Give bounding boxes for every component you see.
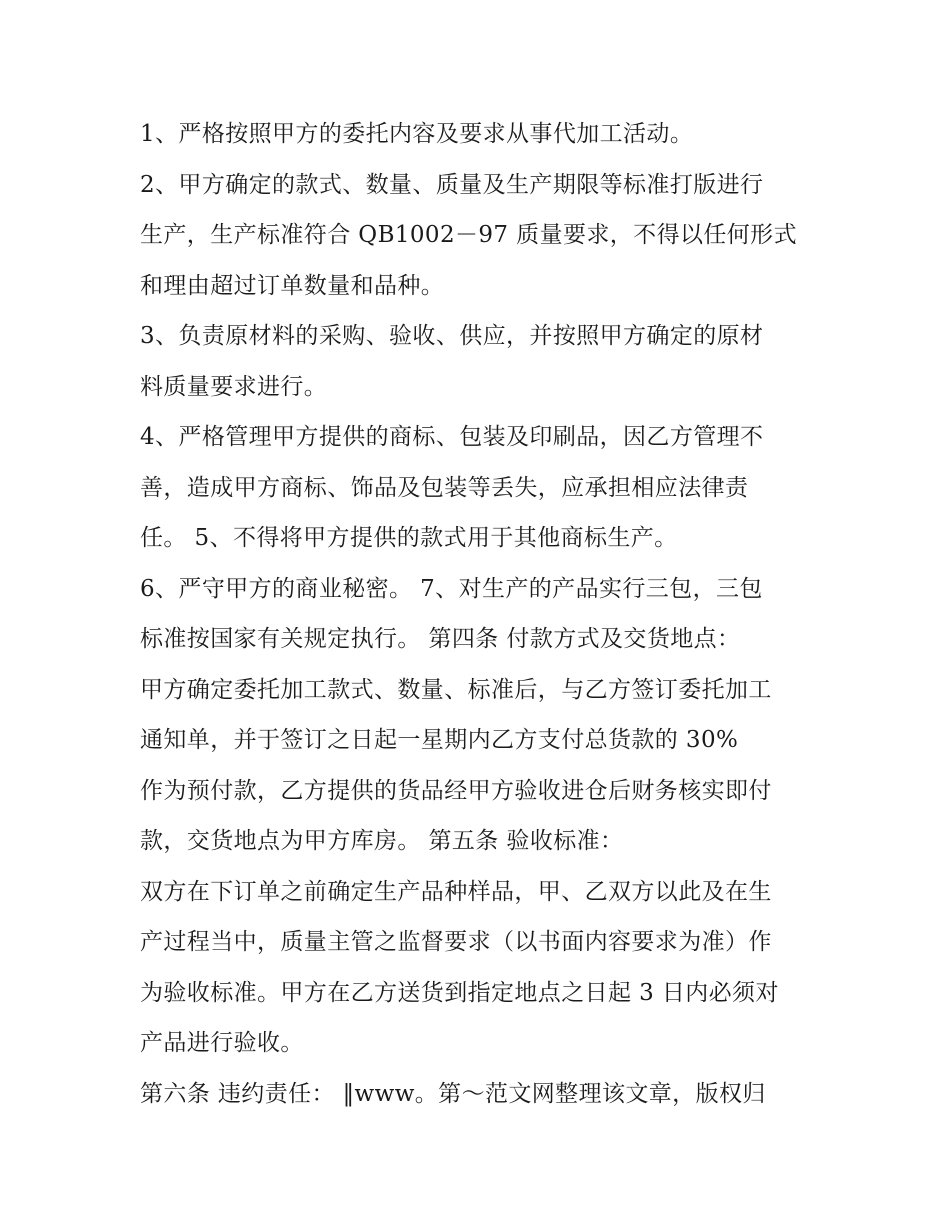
text-line-20: 第六条 违约责任： ‖www。第～范文网整理该文章，版权归: [140, 1080, 766, 1107]
text-line-13: 通知单，并于签订之日起一星期内乙方支付总货款的 30%: [140, 727, 739, 753]
document-body: [140, 109, 830, 1119]
text-line-18: 为验收标准。甲方在乙方送货到指定地点之日起 3 日内必须对: [140, 979, 779, 1006]
text-line-15: 款，交货地点为甲方库房。 第五条 验收标准：: [140, 828, 624, 854]
text-line-16: 双方在下订单之前确定生产品种样品，甲、乙双方以此及在生: [140, 878, 772, 905]
text-line-12: 甲方确定委托加工款式、数量、标准后，与乙方签订委托加工: [140, 676, 772, 703]
text-line-1: 1、严格按照甲方的委托内容及要求从事代加工活动。: [140, 121, 694, 147]
text-line-5: 3、负责原材料的采购、验收、供应，并按照甲方确定的原材: [140, 323, 764, 349]
text-line-17: 产过程当中，质量主管之监督要求（以书面内容要求为准）作: [140, 929, 772, 955]
text-line-3: 生产，生产标准符合 QB1002－97 质量要求，不得以任何形式: [140, 222, 797, 248]
text-line-19: 产品进行验收。: [140, 1030, 304, 1056]
text-line-9: 任。 5、不得将甲方提供的款式用于其他商标生产。: [140, 525, 678, 551]
text-line-7: 4、严格管理甲方提供的商标、包装及印刷品，因乙方管理不: [140, 424, 764, 450]
text-line-11: 标准按国家有关规定执行。 第四条 付款方式及交货地点：: [140, 626, 741, 652]
text-line-14: 作为预付款，乙方提供的货品经甲方验收进仓后财务核实即付: [140, 777, 772, 804]
text-line-4: 和理由超过订单数量和品种。: [140, 272, 445, 299]
text-line-10: 6、严守甲方的商业秘密。 7、对生产的产品实行三包，三包: [140, 575, 763, 602]
text-line-8: 善，造成甲方商标、饰品及包装等丢失，应承担相应法律责: [140, 474, 749, 501]
text-line-6: 料质量要求进行。: [140, 373, 328, 400]
text-line-2: 2、甲方确定的款式、数量、质量及生产期限等标准打版进行: [140, 171, 764, 198]
